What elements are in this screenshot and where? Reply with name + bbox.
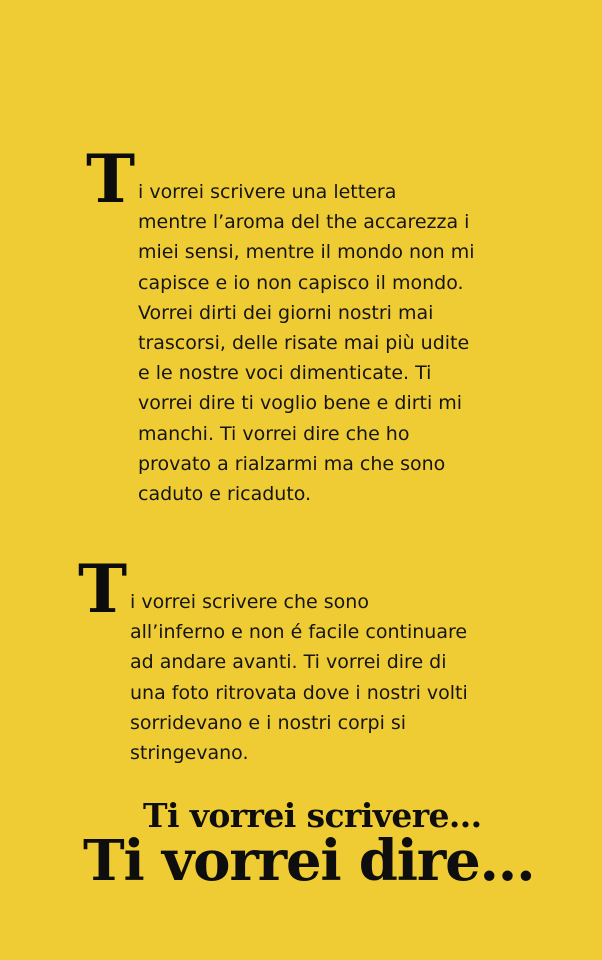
paragraph-line: sorridevano e i nostri corpi si	[130, 711, 407, 734]
paragraph-line: caduto e ricaduto.	[138, 483, 312, 506]
paragraph-line: all’inferno e non é facile continuare	[130, 621, 468, 644]
title-line-2: Ti vorrei dire...	[83, 828, 535, 894]
title-line-1: Ti vorrei scrivere...	[143, 796, 482, 835]
paragraph-line: Vorrei dirti dei giorni nostri mai	[138, 301, 434, 324]
paragraph-line: provato a rialzarmi ma che sono	[138, 452, 446, 475]
paragraph-line: capisce e io non capisco il mondo.	[138, 271, 464, 294]
paragraph-line: ad andare avanti. Ti vorrei dire di	[130, 651, 447, 674]
paragraph-line: e le nostre voci dimenticate. Ti	[138, 362, 432, 385]
paragraph-line: mentre l’aroma del the accarezza i	[138, 211, 470, 234]
paragraph-line: trascorsi, delle risate mai più udite	[138, 332, 470, 355]
paragraph-line: miei sensi, mentre il mondo non mi	[138, 241, 475, 264]
paragraph-line: vorrei dire ti voglio bene e dirti mi	[138, 392, 463, 415]
dropcap-letter: T	[78, 550, 128, 628]
paragraph-2	[130, 587, 468, 768]
paragraph-line: i vorrei scrivere una lettera	[138, 181, 397, 203]
paragraph-line: i vorrei scrivere che sono	[130, 591, 369, 613]
paragraph-line: una foto ritrovata dove i nostri volti	[130, 681, 468, 704]
paragraph-1	[138, 177, 475, 509]
dropcap-letter: T	[86, 140, 136, 218]
paragraph-line: manchi. Ti vorrei dire che ho	[138, 422, 410, 445]
paragraph-line: stringevano.	[130, 742, 249, 765]
